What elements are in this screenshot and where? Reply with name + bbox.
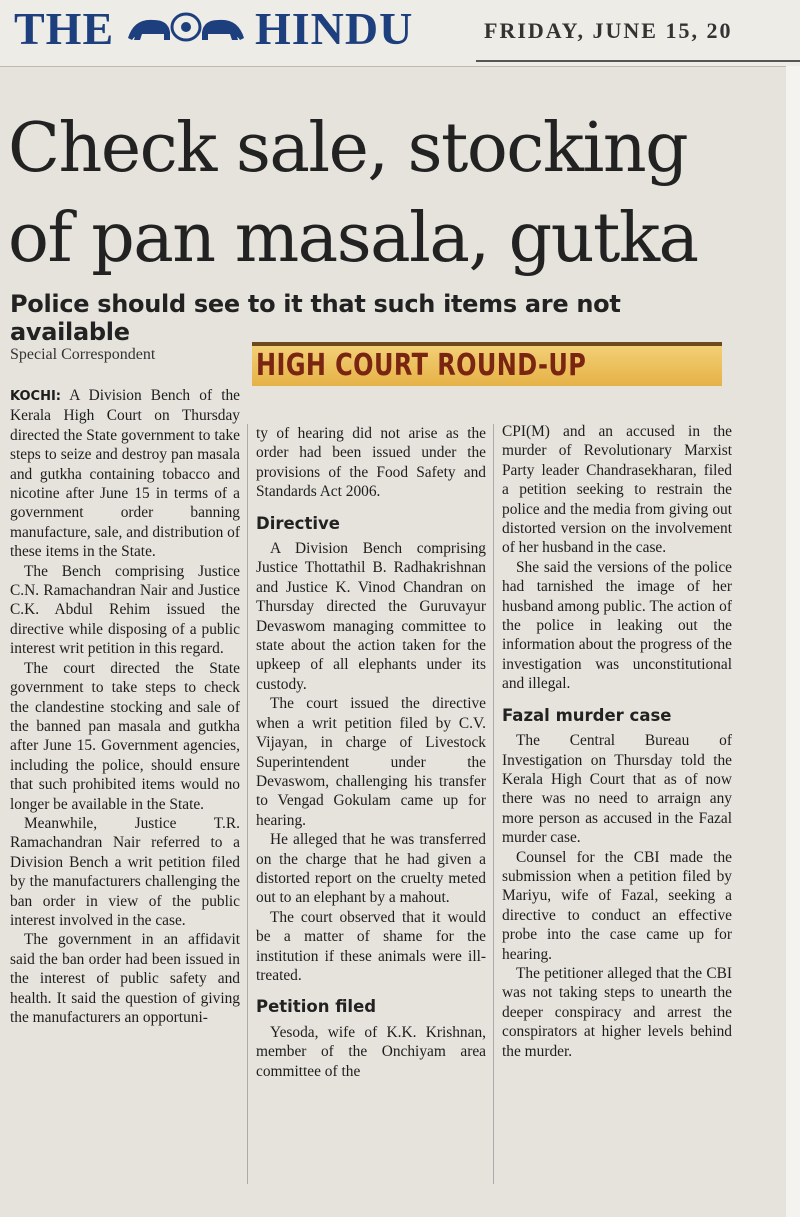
paragraph: The petitioner alleged that the CBI was not taking steps to unearth the deeper conspiracy and arrest the conspirators at higher levels behind the murder. <box>502 964 732 1060</box>
dateline: KOCHI: <box>10 389 61 404</box>
column-2 <box>256 424 486 1081</box>
section-banner-text: HIGH COURT ROUND-UP <box>256 348 587 383</box>
paragraph: Yesoda, wife of K.K. Krishnan, member of the Onchiyam area committee of the <box>256 1023 486 1080</box>
column-3 <box>502 422 732 1061</box>
paragraph: A Division Bench comprising Justice Thottathil B. Radhakrishnan and Justice K. Vinod Chandran on Thursday directed the Guruvayur Devaswom managing committee to state about the action taken for the upkeep of all elephants under its custody. <box>256 540 486 693</box>
column-1 <box>10 386 240 1027</box>
section-heading-directive: Directive <box>256 513 340 533</box>
paragraph: The Central Bureau of Investigation on Thursday told the Kerala High Court that as of now there was no need to arraign any more person as accused in the Fazal murder case. <box>502 732 732 847</box>
paragraph: ty of hearing did not arise as the order had been issued under the provisions of the Food Safety and Standards Act 2006. <box>256 425 486 501</box>
section-heading-petition: Petition filed <box>256 997 377 1017</box>
section-banner <box>252 342 722 386</box>
paper-name-left: THE <box>14 3 115 54</box>
headline <box>8 104 728 284</box>
paragraph: KOCHI: A Division Bench of the Kerala High Court on Thursday directed the State government to take steps to seize and destroy pan masala and gutkha containing tobacco and nicotine after June 15 in terms of a government order banning manufacture, sale, and distribution of these items in the State. <box>10 387 240 561</box>
masthead <box>0 0 800 67</box>
byline: Special Correspondent <box>10 346 156 363</box>
issue-date: FRIDAY, JUNE 15, 20 <box>484 18 733 43</box>
paragraph: The court issued the directive when a writ petition filed by C.V. Vijayan, in charge of Livestock Superintendent under the Devaswom, challenging his transfer to Vengad Gokulam came up for hearing. <box>256 695 486 829</box>
paper-name-right: HINDU <box>255 3 414 54</box>
column-divider <box>247 424 248 1184</box>
paragraph: The court directed the State government to take steps to check the clandestine stocking and sale of the banned pan masala and gutkha after June 15. Government agencies, including the police, should ensure that such prohibited items would no longer be available in the State. <box>10 659 240 813</box>
paragraph: The Bench comprising Justice C.N. Ramachandran Nair and Justice C.K. Abdul Rehim issued the directive while disposing of a public interest writ petition in this regard. <box>10 562 240 658</box>
paragraph: The government in an affidavit said the ban order had been issued in the interest of public safety and health. It said the question of giving the manufacturers an opportuni- <box>10 931 240 1026</box>
paragraph: He alleged that he was transferred on the charge that he had given a distorted report on the cruelty meted out to an elephant by a mahout. <box>256 831 486 907</box>
column-divider <box>493 424 494 1184</box>
date-rule <box>476 60 800 62</box>
subheadline: Police should see to it that such items are not available <box>10 290 621 346</box>
page-edge <box>786 66 800 1217</box>
paragraph: The court observed that it would be a matter of shame for the institution if these animals were ill-treated. <box>256 908 486 984</box>
headline-line-1: Check sale, stocking <box>8 109 688 188</box>
section-heading-fazal: Fazal murder case <box>502 705 672 725</box>
paragraph: CPI(M) and an accused in the murder of Revolutionary Marxist Party leader Chandrasekharan, filed a petition seeking to restrain the police and the media from giving out distorted version on the involvement of her husband in the case. <box>502 423 732 557</box>
paragraph: She said the versions of the police had tarnished the image of her husband among public. The action of the police in leaking out the information about the progress of the investigation was unconstitutional and illegal. <box>502 558 732 693</box>
elephant-emblem-icon <box>124 10 248 44</box>
paragraph: Counsel for the CBI made the submission when a petition filed by Mariyu, wife of Fazal, seeking a directive to conduct an effective probe into the case came up for hearing. <box>502 848 732 963</box>
banner-top-rule <box>252 342 722 346</box>
paragraph: Meanwhile, Justice T.R. Ramachandran Nair referred to a Division Bench a writ petition filed by the manufacturers challenging the ban order in view of the public interest involved in the case. <box>10 814 240 929</box>
headline-line-2: of pan masala, gutka <box>8 199 698 278</box>
